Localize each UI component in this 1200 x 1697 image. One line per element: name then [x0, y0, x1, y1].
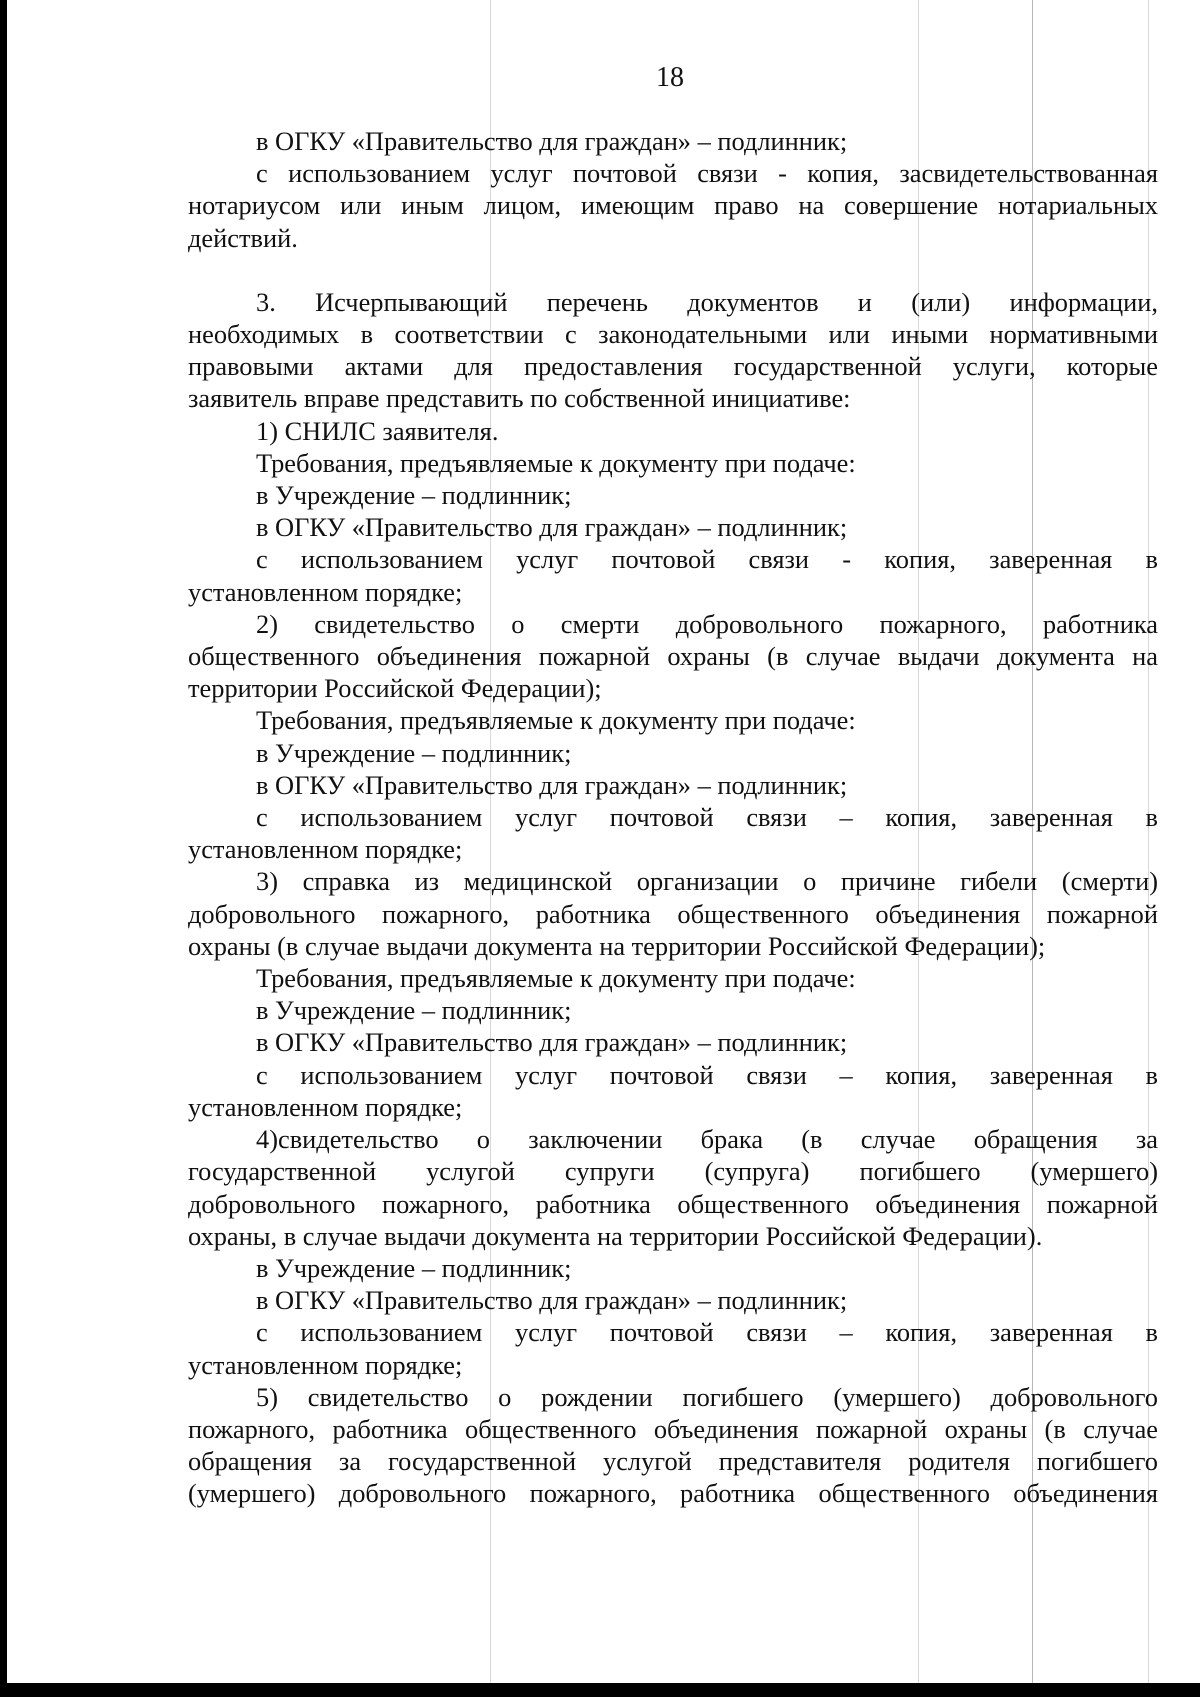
paragraph-gap [188, 254, 1158, 286]
text-line: Требования, предъявляемые к документу при подаче: [256, 447, 856, 478]
text-line: в Учреждение – подлинник; [256, 995, 572, 1026]
page-number: 18 [656, 62, 684, 93]
text-line: действий. [188, 222, 298, 253]
text-line: 2) свидетельство о смерти добровольного пожарного, работника [256, 608, 1158, 639]
text-line: с использованием услуг почтовой связи - копия, заверенная в [256, 544, 1158, 575]
text-line: Требования, предъявляемые к документу при подаче: [256, 963, 856, 994]
text-line: (умершего) добровольного пожарного, работника общественного объединения [188, 1478, 1158, 1509]
text-line: в ОГКУ «Правительство для граждан» – подлинник; [256, 769, 848, 800]
text-line: установленном порядке; [188, 1091, 463, 1122]
document-body [188, 125, 1158, 1510]
text-line: Требования, предъявляемые к документу при подаче: [256, 705, 856, 736]
text-line: 5) свидетельство о рождении погибшего (умершего) добровольного [256, 1381, 1158, 1412]
text-line: установленном порядке; [188, 834, 463, 865]
scan-border-bottom [0, 1683, 1200, 1697]
text-line: установленном порядке; [188, 576, 463, 607]
text-line: 4)свидетельство о заключении брака (в случае обращения за [256, 1124, 1158, 1155]
text-line: территории Российской Федерации); [188, 673, 602, 704]
text-line: охраны, в случае выдачи документа на территории Российской Федерации). [188, 1220, 1043, 1251]
text-line: общественного объединения пожарной охраны (в случае выдачи документа на [188, 641, 1158, 672]
text-line: с использованием услуг почтовой связи – копия, заверенная в [256, 802, 1158, 833]
text-line: в Учреждение – подлинник; [256, 480, 572, 511]
text-line: добровольного пожарного, работника общественного объединения пожарной [188, 1188, 1158, 1219]
text-line: установленном порядке; [188, 1349, 463, 1380]
text-line: необходимых в соответствии с законодательными или иными нормативными [188, 319, 1158, 350]
text-line: добровольного пожарного, работника общественного объединения пожарной [188, 898, 1158, 929]
text-line: обращения за государственной услугой представителя родителя погибшего [188, 1446, 1158, 1477]
text-line: заявитель вправе представить по собственной инициативе: [188, 383, 851, 414]
text-line: с использованием услуг почтовой связи – копия, заверенная в [256, 1317, 1158, 1348]
text-line: 1) СНИЛС заявителя. [256, 415, 499, 446]
text-line: в ОГКУ «Правительство для граждан» – подлинник; [256, 126, 848, 156]
text-line: 3) справка из медицинской организации о причине гибели (смерти) [256, 866, 1158, 897]
text-line: нотариусом или иным лицом, имеющим право на совершение нотариальных [188, 190, 1158, 221]
text-line: в ОГКУ «Правительство для граждан» – подлинник; [256, 512, 848, 543]
text-line: в ОГКУ «Правительство для граждан» – подлинник; [256, 1285, 848, 1316]
text-line: государственной услугой супруги (супруга) погибшего (умершего) [188, 1156, 1158, 1187]
text-line: в Учреждение – подлинник; [256, 737, 572, 768]
text-line: охраны (в случае выдачи документа на территории Российской Федерации); [188, 930, 1046, 961]
text-line: с использованием услуг почтовой связи - копия, засвидетельствованная [256, 158, 1158, 189]
scan-border-left [0, 0, 7, 1697]
text-line: в Учреждение – подлинник; [256, 1252, 572, 1283]
text-line: правовыми актами для предоставления государственной услуги, которые [188, 351, 1158, 382]
text-line: с использованием услуг почтовой связи – копия, заверенная в [256, 1059, 1158, 1090]
text-line: пожарного, работника общественного объединения пожарной охраны (в случае [188, 1413, 1158, 1444]
text-line: 3. Исчерпывающий перечень документов и (или) информации, [256, 286, 1158, 317]
text-line: в ОГКУ «Правительство для граждан» – подлинник; [256, 1027, 848, 1058]
